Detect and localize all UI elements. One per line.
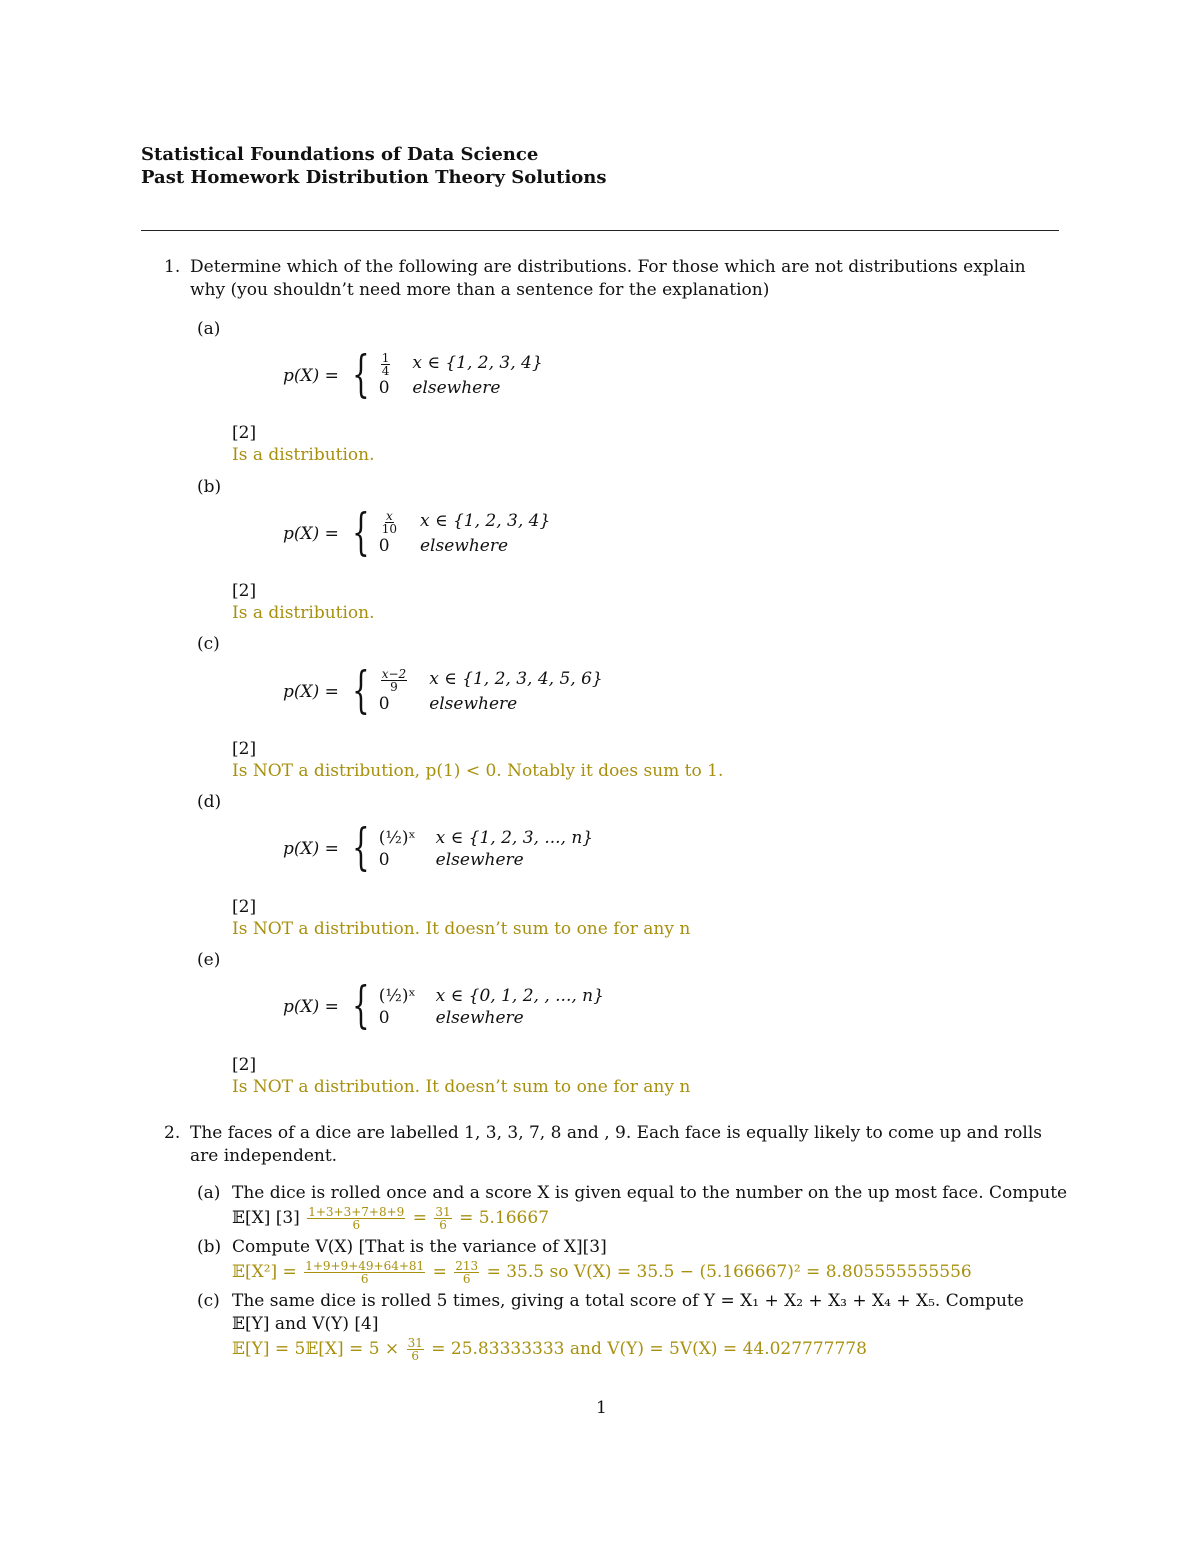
brace: {: [352, 344, 370, 403]
fraction: [407, 1337, 424, 1362]
fraction-numerator: 213: [455, 1259, 479, 1273]
question-prompt: Determine which of the following are distributions. For those which are not distributions explain why (you shouldn’t need more than a sentence for the explanation): [190, 257, 1026, 300]
answer-lead: 𝔼[X²] =: [232, 1262, 297, 1282]
part-label: (c): [197, 1291, 220, 1311]
case-condition: elsewhere: [412, 378, 501, 398]
case-value: 0: [378, 378, 390, 398]
document-header: [141, 143, 607, 189]
marks: [2]: [232, 1055, 257, 1075]
part-label: (d): [197, 792, 222, 812]
fraction-numerator: 1+9+9+49+64+81: [305, 1259, 425, 1273]
fraction-numerator: 31: [435, 1205, 451, 1219]
pmf-cases: [379, 510, 551, 557]
question-number: 2.: [164, 1123, 181, 1143]
pmf-definition: [283, 976, 604, 1034]
header-rule: [141, 230, 1059, 231]
pmf-lhs: p(X) =: [283, 365, 339, 386]
pmf-definition: [283, 818, 594, 876]
pmf-cases: [379, 827, 593, 871]
fraction-denominator: 4: [381, 364, 390, 378]
brace: {: [352, 976, 370, 1034]
case-value: [379, 510, 400, 535]
answer: Is NOT a distribution. It doesn’t sum to one for any n: [232, 1077, 691, 1097]
fraction: [304, 1260, 425, 1285]
marks: [2]: [232, 423, 257, 443]
pmf-definition: [283, 502, 551, 561]
answer: Is NOT a distribution. It doesn’t sum to one for any n: [232, 919, 691, 939]
case-condition: elsewhere: [420, 536, 509, 556]
fraction-denominator: 6: [360, 1272, 369, 1286]
page-number: 1: [596, 1398, 607, 1418]
marks: [2]: [232, 897, 257, 917]
fraction-denominator: 6: [411, 1349, 420, 1363]
answer-line: [232, 1206, 549, 1231]
answer: Is NOT a distribution, p(1) < 0. Notably it does sum to 1.: [232, 761, 724, 781]
answer-lead: 𝔼[Y] = 5𝔼[X] = 5 ×: [232, 1339, 400, 1359]
expectation-expr: 𝔼[Y] and V(Y) [4]: [232, 1314, 379, 1334]
pmf-cases: [379, 352, 543, 399]
case-condition: x ∈ {1, 2, 3, 4, 5, 6}: [429, 669, 603, 689]
pmf-definition: [283, 660, 603, 719]
part-label: (a): [197, 1183, 221, 1203]
equals: =: [432, 1262, 447, 1282]
question-prompt: The faces of a dice are labelled 1, 3, 3, 7, 8 and , 9. Each face is equally likely to come up and rolls are independent.: [190, 1123, 1043, 1166]
part-label: (b): [197, 1237, 222, 1257]
pmf-cases: [379, 668, 603, 715]
case-value: [379, 352, 393, 377]
equals: =: [412, 1208, 427, 1228]
answer: [232, 1337, 867, 1362]
case-value: [379, 668, 409, 693]
case-condition: elsewhere: [435, 850, 524, 870]
part-text: Compute V(X) [That is the variance of X][3]: [232, 1237, 607, 1257]
case-value: 0: [378, 536, 390, 556]
pmf-definition: [283, 344, 543, 403]
part-label: (c): [197, 634, 220, 654]
pmf-lhs: p(X) =: [283, 839, 339, 859]
fraction-denominator: 6: [439, 1218, 447, 1232]
brace: {: [352, 818, 370, 876]
pmf-cases: [379, 985, 604, 1029]
pmf-lhs: p(X) =: [283, 997, 339, 1017]
case-condition: x ∈ {1, 2, 3, 4}: [420, 511, 551, 531]
case-value: (½)ˣ: [378, 986, 416, 1006]
case-condition: x ∈ {1, 2, 3, 4}: [412, 353, 543, 373]
fraction: [381, 352, 391, 377]
case-value: 0: [378, 850, 390, 870]
fraction: [381, 668, 407, 693]
part-text: The dice is rolled once and a score X is given equal to the number on the up most face. Compute: [232, 1183, 1068, 1203]
case-value: 0: [378, 694, 390, 714]
fraction-denominator: 6: [352, 1218, 361, 1232]
case-condition: x ∈ {0, 1, 2, , ..., n}: [435, 986, 604, 1006]
marks: [2]: [232, 739, 257, 759]
brace: {: [352, 660, 370, 719]
answer-result: = 35.5 so V(X) = 35.5 − (5.166667)² = 8.805555555556: [486, 1262, 972, 1282]
fraction-numerator: x−2: [381, 667, 407, 681]
pmf-lhs: p(X) =: [283, 681, 339, 702]
part-label: (a): [197, 319, 221, 339]
fraction-numerator: 1+3+3+7+8+9: [308, 1205, 405, 1219]
fraction: [381, 510, 398, 535]
brace: {: [352, 502, 370, 561]
pmf-lhs: p(X) =: [283, 523, 339, 544]
answer-result: = 5.16667: [459, 1208, 550, 1228]
answer: [305, 1205, 550, 1232]
answer: [232, 1260, 972, 1285]
part-label: (b): [197, 477, 222, 497]
fraction: [454, 1260, 479, 1285]
course-title: Statistical Foundations of Data Science: [141, 144, 539, 165]
case-value: (½)ˣ: [378, 828, 416, 848]
fraction-denominator: 6: [462, 1272, 471, 1286]
fraction-numerator: 1: [381, 351, 390, 365]
fraction-denominator: 9: [390, 680, 398, 694]
case-condition: elsewhere: [435, 1008, 524, 1028]
answer: Is a distribution.: [232, 445, 375, 465]
part-text: The same dice is rolled 5 times, giving a total score of Y = X₁ + X₂ + X₃ + X₄ + X₅. Compute: [232, 1291, 1024, 1311]
marks: [2]: [232, 581, 257, 601]
case-condition: elsewhere: [429, 694, 518, 714]
document-subtitle: Past Homework Distribution Theory Solutions: [141, 167, 607, 188]
fraction: [307, 1206, 405, 1231]
fraction: [434, 1206, 451, 1231]
question-number: 1.: [164, 257, 181, 277]
fraction-denominator: 10: [381, 522, 397, 536]
case-condition: x ∈ {1, 2, 3, ..., n}: [435, 828, 594, 848]
part-label: (e): [197, 950, 221, 970]
answer: Is a distribution.: [232, 603, 375, 623]
expectation-expr: 𝔼[X] [3]: [232, 1208, 300, 1228]
fraction-numerator: x: [385, 509, 393, 523]
case-value: 0: [378, 1008, 390, 1028]
fraction-numerator: 31: [407, 1336, 423, 1350]
answer-result: = 25.83333333 and V(Y) = 5V(X) = 44.027777778: [431, 1339, 867, 1359]
